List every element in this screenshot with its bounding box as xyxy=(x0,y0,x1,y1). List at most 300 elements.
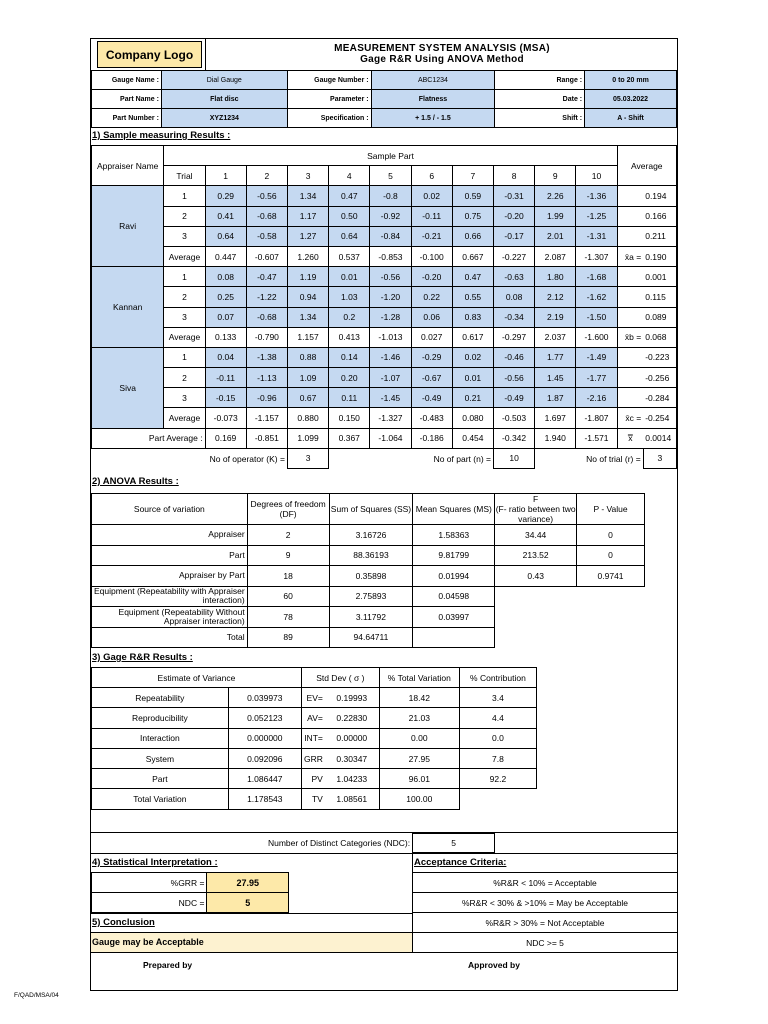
measurement-cell: 0.55 xyxy=(452,287,493,307)
measurement-cell: 1.77 xyxy=(535,347,576,367)
measurement-cell: -0.29 xyxy=(411,347,452,367)
sample-row xyxy=(92,186,677,206)
measurement-cell: -2.16 xyxy=(576,388,617,408)
measurement-cell: -1.157 xyxy=(246,408,287,428)
grr-row xyxy=(92,728,537,748)
grr-name: Total Variation xyxy=(92,789,229,809)
anova-row xyxy=(92,525,645,546)
grr-variance: 1.086447 xyxy=(228,769,301,789)
measurement-cell: 0.027 xyxy=(411,327,452,347)
date-value: 05.03.2022 xyxy=(585,90,677,109)
measurement-cell: -0.49 xyxy=(411,388,452,408)
anova-df: 60 xyxy=(247,586,329,607)
grr-contribution: 7.8 xyxy=(459,748,536,768)
anova-ss: 3.11792 xyxy=(329,607,413,628)
measurement-cell: -0.67 xyxy=(411,368,452,388)
conclusion-top-line xyxy=(91,913,413,914)
msa-sheet xyxy=(90,38,678,991)
anova-ms: 1.58363 xyxy=(413,525,495,546)
anova-df: 89 xyxy=(247,627,329,648)
sample-row xyxy=(92,267,677,287)
anova-ms: 0.04598 xyxy=(413,586,495,607)
anova-ms: 9.81799 xyxy=(413,545,495,566)
sample-row xyxy=(92,246,677,266)
ndc-value: 5 xyxy=(413,834,495,853)
gauge-name-label: Gauge Name : xyxy=(92,71,162,90)
trial-label: 3 xyxy=(164,226,205,246)
sample-header-row xyxy=(92,146,677,166)
anova-table xyxy=(91,493,645,648)
average-symbol: x̄a = xyxy=(617,246,643,266)
measurement-cell: 2.037 xyxy=(535,327,576,347)
measurement-cell: 2.12 xyxy=(535,287,576,307)
row-average: 0.190 xyxy=(643,246,676,266)
shift-label: Shift : xyxy=(495,109,585,128)
measurement-cell: -0.31 xyxy=(493,186,534,206)
measurement-cell: 1.03 xyxy=(329,287,370,307)
measurement-cell: -0.11 xyxy=(205,368,246,388)
grr-variance: 0.000000 xyxy=(228,728,301,748)
part-average-label: Part Average : xyxy=(92,428,206,448)
measurement-cell: -0.227 xyxy=(493,246,534,266)
part-number-header: 6 xyxy=(411,166,452,186)
row-average: 0.211 xyxy=(643,226,676,246)
measurement-cell: 0.133 xyxy=(205,327,246,347)
measurement-cell: -1.45 xyxy=(370,388,411,408)
part-number-header: 1 xyxy=(205,166,246,186)
anova-ms xyxy=(413,627,495,648)
measurement-cell: -1.31 xyxy=(576,226,617,246)
sample-row xyxy=(92,368,677,388)
grr-symbol: AV= xyxy=(301,708,324,728)
anova-row xyxy=(92,545,645,566)
measurement-cell: -1.807 xyxy=(576,408,617,428)
measurement-cell: 0.29 xyxy=(205,186,246,206)
average-symbol xyxy=(617,226,643,246)
row-average: 0.068 xyxy=(643,327,676,347)
average-symbol xyxy=(617,267,643,287)
measurement-cell: 1.17 xyxy=(287,206,328,226)
prepared-by-label: Prepared by xyxy=(143,960,193,970)
measurement-cell: 0.41 xyxy=(205,206,246,226)
grr-stddev: 0.19993 xyxy=(325,688,379,708)
measurement-cell: 1.99 xyxy=(535,206,576,226)
measurement-cell: 2.01 xyxy=(535,226,576,246)
gauge-number-value: ABC1234 xyxy=(371,71,495,90)
row-average: -0.284 xyxy=(643,388,676,408)
measurement-cell: -1.68 xyxy=(576,267,617,287)
measurement-cell: -0.17 xyxy=(493,226,534,246)
grr-row xyxy=(92,748,537,768)
measurement-cell: 2.087 xyxy=(535,246,576,266)
grand-average: 0.0014 xyxy=(643,428,676,448)
grr-header-row xyxy=(92,668,537,688)
section-grr: 3) Gage R&R Results : xyxy=(92,652,193,663)
grr-name: System xyxy=(92,748,229,768)
company-logo: Company Logo xyxy=(97,41,202,68)
measurement-cell: 0.22 xyxy=(411,287,452,307)
measurement-cell: -1.327 xyxy=(370,408,411,428)
trial-label: Average xyxy=(164,327,205,347)
measurement-cell: 0.413 xyxy=(329,327,370,347)
grr-contribution: 4.4 xyxy=(459,708,536,728)
part-average-cell: 0.367 xyxy=(329,428,370,448)
measurement-cell: 1.34 xyxy=(287,307,328,327)
part-number-header: 5 xyxy=(370,166,411,186)
no-trial-value: 3 xyxy=(643,448,676,468)
form-code: F/QAD/MSA/04 xyxy=(14,992,59,999)
measurement-cell: -0.853 xyxy=(370,246,411,266)
anova-ms: 0.03997 xyxy=(413,607,495,628)
part-number-header: 3 xyxy=(287,166,328,186)
grr-total-variation: 27.95 xyxy=(379,748,459,768)
measurement-cell: 0.02 xyxy=(411,186,452,206)
part-number-header: 7 xyxy=(452,166,493,186)
measurement-cell: 0.94 xyxy=(287,287,328,307)
row-average: -0.223 xyxy=(643,347,676,367)
measurement-cell: -0.11 xyxy=(411,206,452,226)
no-trial-label: No of trial (r) = xyxy=(586,453,641,464)
part-number-label: Part Number : xyxy=(92,109,162,128)
measurement-cell: -0.790 xyxy=(246,327,287,347)
anova-header-cell: Source of variation xyxy=(92,494,248,525)
measurement-cell: 0.21 xyxy=(452,388,493,408)
part-name-label: Part Name : xyxy=(92,90,162,109)
anova-header-cell: Mean Squares (MS) xyxy=(413,494,495,525)
measurement-cell: -1.13 xyxy=(246,368,287,388)
trial-label: 2 xyxy=(164,368,205,388)
grr-percent-value: 27.95 xyxy=(207,873,289,893)
ndc-bottom-line xyxy=(91,853,677,854)
measurement-cell: -0.21 xyxy=(411,226,452,246)
measurement-cell: 1.157 xyxy=(287,327,328,347)
grr-name: Part xyxy=(92,769,229,789)
measurement-cell: 1.260 xyxy=(287,246,328,266)
measurement-cell: -1.46 xyxy=(370,347,411,367)
measurement-cell: 0.04 xyxy=(205,347,246,367)
measurement-cell: 0.01 xyxy=(329,267,370,287)
measurement-cell: 0.64 xyxy=(205,226,246,246)
measurement-cell: -0.100 xyxy=(411,246,452,266)
measurement-cell: 0.47 xyxy=(452,267,493,287)
measurement-cell: -0.15 xyxy=(205,388,246,408)
measurement-cell: 1.09 xyxy=(287,368,328,388)
grr-stddev: 0.22830 xyxy=(325,708,379,728)
grr-total-variation: 100.00 xyxy=(379,789,459,809)
conclusion-bottom-line xyxy=(91,952,677,953)
measurement-cell: -0.58 xyxy=(246,226,287,246)
anova-row xyxy=(92,627,645,648)
measurement-cell: -0.56 xyxy=(370,267,411,287)
sample-row xyxy=(92,347,677,367)
measurement-cell: 0.080 xyxy=(452,408,493,428)
part-number-header: 10 xyxy=(576,166,617,186)
measurement-cell: 0.25 xyxy=(205,287,246,307)
part-average-cell: 0.454 xyxy=(452,428,493,448)
trial-label: Average xyxy=(164,246,205,266)
measurement-cell: 0.2 xyxy=(329,307,370,327)
part-number-header: 8 xyxy=(493,166,534,186)
no-part-value: 10 xyxy=(493,448,534,468)
no-operator-label: No of operator (K) = xyxy=(209,453,285,464)
conclusion-text: Gauge may be Acceptable xyxy=(91,933,412,952)
measurement-cell: 0.08 xyxy=(493,287,534,307)
measurement-cell: -1.20 xyxy=(370,287,411,307)
anova-ss: 94.64711 xyxy=(329,627,413,648)
grr-header-total-variation: % Total Variation xyxy=(379,668,459,688)
part-number-header: 2 xyxy=(246,166,287,186)
measurement-cell: 0.07 xyxy=(205,307,246,327)
counts-row xyxy=(92,448,677,468)
sample-part-header: Sample Part xyxy=(164,146,617,166)
average-symbol: x̄c = xyxy=(617,408,643,428)
measurement-cell: -0.297 xyxy=(493,327,534,347)
no-part-label: No of part (n) = xyxy=(433,453,491,464)
grr-row xyxy=(92,688,537,708)
sample-row xyxy=(92,287,677,307)
anova-df: 78 xyxy=(247,607,329,628)
anova-f: 34.44 xyxy=(495,525,577,546)
measurement-cell: 1.19 xyxy=(287,267,328,287)
grr-total-variation: 0.00 xyxy=(379,728,459,748)
measurement-cell: 0.66 xyxy=(452,226,493,246)
part-average-cell: 0.169 xyxy=(205,428,246,448)
anova-row xyxy=(92,586,645,607)
measurement-cell: -0.84 xyxy=(370,226,411,246)
trial-label: 2 xyxy=(164,206,205,226)
measurement-cell: -0.68 xyxy=(246,307,287,327)
anova-source: Part xyxy=(92,545,248,566)
row-average: 0.001 xyxy=(643,267,676,287)
grr-symbol: EV= xyxy=(301,688,324,708)
measurement-cell: -0.46 xyxy=(493,347,534,367)
part-average-cell: -1.064 xyxy=(370,428,411,448)
grr-name: Interaction xyxy=(92,728,229,748)
row-average: -0.254 xyxy=(643,408,676,428)
measurement-cell: -1.307 xyxy=(576,246,617,266)
part-average-cell: 1.940 xyxy=(535,428,576,448)
range-value: 0 to 20 mm xyxy=(585,71,677,90)
grr-symbol: PV xyxy=(301,769,324,789)
anova-source: Equipment (Repeatability with Appraiser interaction) xyxy=(92,586,248,607)
part-number-header: 4 xyxy=(329,166,370,186)
trial-label: 3 xyxy=(164,388,205,408)
measurement-cell: -0.483 xyxy=(411,408,452,428)
section-anova: 2) ANOVA Results : xyxy=(92,476,179,487)
trial-label: 2 xyxy=(164,287,205,307)
trial-label: 3 xyxy=(164,307,205,327)
measurement-cell: -1.013 xyxy=(370,327,411,347)
measurement-cell: -1.36 xyxy=(576,186,617,206)
anova-source: Appraiser by Part xyxy=(92,566,248,587)
trial-label: 1 xyxy=(164,186,205,206)
measurement-cell: -1.28 xyxy=(370,307,411,327)
grr-variance: 0.092096 xyxy=(228,748,301,768)
anova-header-cell: F (F- ratio between two variance) xyxy=(495,494,576,524)
grr-symbol: TV xyxy=(301,789,324,809)
grr-header-estimate: Estimate of Variance xyxy=(92,668,302,688)
measurement-cell: 2.26 xyxy=(535,186,576,206)
section-sample-results: 1) Sample measuring Results : xyxy=(92,130,231,141)
measurement-cell: 0.667 xyxy=(452,246,493,266)
trial-header: Trial xyxy=(164,166,205,186)
grr-row xyxy=(92,789,537,809)
grand-average-symbol: x̿ xyxy=(617,428,643,448)
measurement-cell: 2.19 xyxy=(535,307,576,327)
measurement-cell: -0.92 xyxy=(370,206,411,226)
anova-ss: 3.16726 xyxy=(329,525,413,546)
average-symbol xyxy=(617,388,643,408)
anova-p: 0 xyxy=(577,545,645,566)
sample-row xyxy=(92,327,677,347)
measurement-cell: 0.880 xyxy=(287,408,328,428)
measurement-cell: 0.88 xyxy=(287,347,328,367)
anova-df: 18 xyxy=(247,566,329,587)
anova-source: Appraiser xyxy=(92,525,248,546)
measurement-cell: 0.06 xyxy=(411,307,452,327)
part-average-cell: 1.099 xyxy=(287,428,328,448)
measurement-cell: 0.447 xyxy=(205,246,246,266)
sample-row xyxy=(92,206,677,226)
anova-row xyxy=(92,607,645,628)
measurement-cell: 0.02 xyxy=(452,347,493,367)
measurement-cell: 0.47 xyxy=(329,186,370,206)
measurement-cell: 0.14 xyxy=(329,347,370,367)
trial-label: 1 xyxy=(164,267,205,287)
measurement-cell: 1.87 xyxy=(535,388,576,408)
measurement-cell: 0.20 xyxy=(329,368,370,388)
anova-source: Equipment (Repeatability Without Appraiser interaction) xyxy=(92,607,248,628)
grr-header-stddev: Std Dev ( σ ) xyxy=(301,668,379,688)
measurement-cell: 0.64 xyxy=(329,226,370,246)
appraiser-name: Siva xyxy=(92,347,164,428)
grr-stddev: 0.00000 xyxy=(325,728,379,748)
average-symbol: x̄b = xyxy=(617,327,643,347)
measurement-cell: -0.503 xyxy=(493,408,534,428)
part-number-header: 9 xyxy=(535,166,576,186)
measurement-cell: -0.20 xyxy=(493,206,534,226)
grr-symbol: INT= xyxy=(301,728,324,748)
measurement-cell: -0.96 xyxy=(246,388,287,408)
measurement-cell: 0.11 xyxy=(329,388,370,408)
grr-stddev: 1.08561 xyxy=(325,789,379,809)
no-operator-value: 3 xyxy=(287,448,328,468)
measurement-cell: 0.50 xyxy=(329,206,370,226)
measurement-cell: 1.45 xyxy=(535,368,576,388)
grr-contribution: 92.2 xyxy=(459,769,536,789)
trial-label: 1 xyxy=(164,347,205,367)
interpretation-table xyxy=(91,872,289,913)
grr-stddev: 1.04233 xyxy=(325,769,379,789)
anova-header-cell: P - Value xyxy=(577,494,645,525)
average-header: Average xyxy=(617,146,676,186)
grr-name: Repeatability xyxy=(92,688,229,708)
anova-header-row xyxy=(92,494,645,525)
range-label: Range : xyxy=(495,71,585,90)
part-name-value: Flat disc xyxy=(161,90,287,109)
measurement-cell: -1.07 xyxy=(370,368,411,388)
measurement-cell: 0.83 xyxy=(452,307,493,327)
anova-ss: 0.35898 xyxy=(329,566,413,587)
grr-variance: 1.178543 xyxy=(228,789,301,809)
row-average: 0.166 xyxy=(643,206,676,226)
gauge-number-label: Gauge Number : xyxy=(287,71,371,90)
part-number-value: XYZ1234 xyxy=(161,109,287,128)
measurement-cell: -1.50 xyxy=(576,307,617,327)
measurement-cell: -0.49 xyxy=(493,388,534,408)
section-interpretation: 4) Statistical Interpretation : xyxy=(92,857,218,868)
anova-f: 213.52 xyxy=(495,545,577,566)
grr-variance: 0.052123 xyxy=(228,708,301,728)
row-average: 0.089 xyxy=(643,307,676,327)
shift-value: A - Shift xyxy=(585,109,677,128)
part-average-row xyxy=(92,428,677,448)
measurement-cell: -1.600 xyxy=(576,327,617,347)
grr-stddev: 0.30347 xyxy=(325,748,379,768)
part-average-cell: -0.186 xyxy=(411,428,452,448)
criteria-table xyxy=(412,872,678,953)
grr-contribution: 3.4 xyxy=(459,688,536,708)
measurement-cell: 1.27 xyxy=(287,226,328,246)
anova-source: Total xyxy=(92,627,248,648)
measurement-cell: 0.75 xyxy=(452,206,493,226)
grr-variance: 0.039973 xyxy=(228,688,301,708)
date-label: Date : xyxy=(495,90,585,109)
ndc-label: Number of Distinct Categories (NDC): xyxy=(267,838,411,848)
measurement-cell: -1.22 xyxy=(246,287,287,307)
measurement-cell: 0.537 xyxy=(329,246,370,266)
gauge-name-value: Dial Gauge xyxy=(161,71,287,90)
parameter-value: Flatness xyxy=(371,90,495,109)
anova-f: 0.43 xyxy=(495,566,577,587)
measurement-cell: -0.607 xyxy=(246,246,287,266)
appraiser-name: Kannan xyxy=(92,267,164,348)
average-symbol xyxy=(617,368,643,388)
anova-header-cell: Sum of Squares (SS) xyxy=(329,494,413,525)
measurement-cell: 0.01 xyxy=(452,368,493,388)
grr-row xyxy=(92,708,537,728)
measurement-cell: 0.150 xyxy=(329,408,370,428)
acceptance-criteria-title: Acceptance Criteria: xyxy=(414,857,507,868)
criteria-item: %R&R < 10% = Acceptable xyxy=(413,873,678,893)
appraiser-name-header: Appraiser Name xyxy=(92,146,164,186)
ndc-interp-value: 5 xyxy=(207,893,289,913)
measurement-cell: -0.20 xyxy=(411,267,452,287)
measurement-cell: -0.68 xyxy=(246,206,287,226)
part-average-cell: -0.851 xyxy=(246,428,287,448)
measurement-cell: 0.59 xyxy=(452,186,493,206)
parameter-label: Parameter : xyxy=(287,90,371,109)
average-symbol xyxy=(617,186,643,206)
anova-ss: 2.75893 xyxy=(329,586,413,607)
ndc-table xyxy=(91,833,495,853)
anova-row xyxy=(92,566,645,587)
approved-by-label: Approved by xyxy=(468,960,520,970)
anova-df: 9 xyxy=(247,545,329,566)
grr-percent-label: %GRR = xyxy=(92,873,207,893)
criteria-item: %R&R > 30% = Not Acceptable xyxy=(413,913,678,933)
grr-name: Reproducibility xyxy=(92,708,229,728)
measurement-cell: -0.56 xyxy=(246,186,287,206)
measurement-cell: 0.617 xyxy=(452,327,493,347)
measurement-cell: 0.67 xyxy=(287,388,328,408)
measurement-cell: 1.697 xyxy=(535,408,576,428)
sample-row xyxy=(92,226,677,246)
specification-label: Specification : xyxy=(287,109,371,128)
measurement-cell: 0.08 xyxy=(205,267,246,287)
measurement-cell: -0.34 xyxy=(493,307,534,327)
anova-df: 2 xyxy=(247,525,329,546)
